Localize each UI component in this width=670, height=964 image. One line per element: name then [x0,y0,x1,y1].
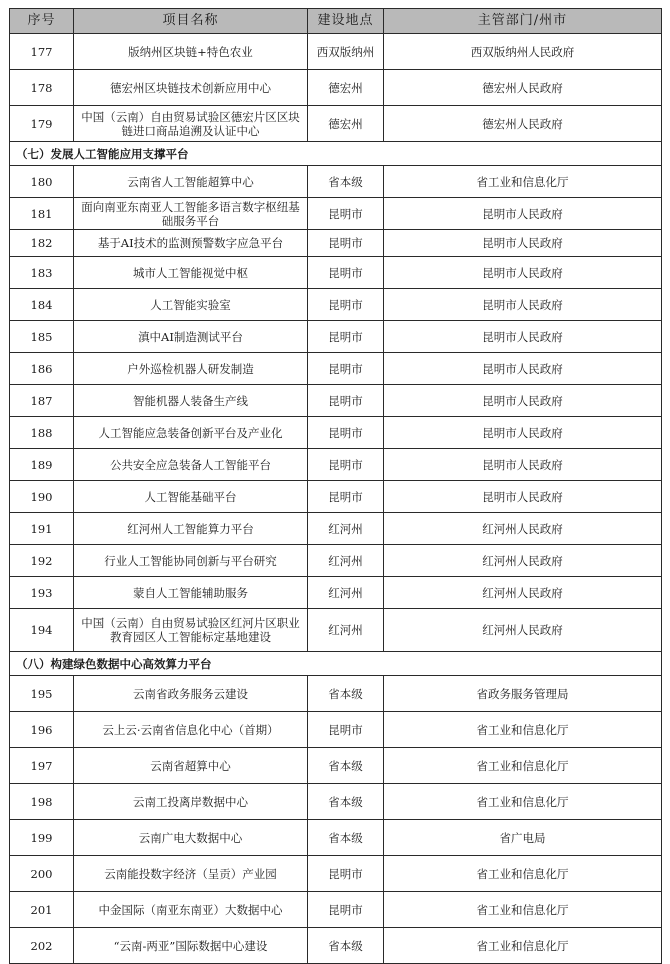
cell-number: 189 [10,449,74,481]
cell-department: 省工业和信息化厅 [384,784,662,820]
cell-location: 省本级 [308,928,384,964]
cell-department: 昆明市人民政府 [384,321,662,353]
cell-number: 193 [10,577,74,609]
cell-department: 昆明市人民政府 [384,385,662,417]
table-row [10,385,662,417]
table-row [10,784,662,820]
cell-project-name: 中国（云南）自由贸易试验区德宏片区区块链进口商品追溯及认证中心 [74,106,308,142]
table-row [10,748,662,784]
cell-location: 省本级 [308,784,384,820]
cell-location: 昆明市 [308,353,384,385]
cell-department: 省工业和信息化厅 [384,166,662,198]
cell-number: 196 [10,712,74,748]
cell-location: 昆明市 [308,417,384,449]
table-row [10,577,662,609]
table-row [10,820,662,856]
cell-project-name: 云南工投离岸数据中心 [74,784,308,820]
cell-department: 昆明市人民政府 [384,449,662,481]
table-row [10,513,662,545]
table-row [10,166,662,198]
cell-department: 省工业和信息化厅 [384,892,662,928]
cell-location: 红河州 [308,577,384,609]
cell-location: 德宏州 [308,106,384,142]
cell-project-name: 人工智能基础平台 [74,481,308,513]
table-row [10,34,662,70]
cell-project-name: 户外巡检机器人研发制造 [74,353,308,385]
table-row [10,289,662,321]
section-title: （八）构建绿色数据中心高效算力平台 [10,652,662,676]
table-row [10,417,662,449]
header-project-name: 项目名称 [74,9,308,34]
cell-project-name: 版纳州区块链+特色农业 [74,34,308,70]
cell-location: 昆明市 [308,257,384,289]
table-row [10,449,662,481]
table-row [10,230,662,257]
table-row [10,481,662,513]
section-header-row [10,652,662,676]
cell-location: 昆明市 [308,892,384,928]
cell-number: 202 [10,928,74,964]
cell-project-name: 云南能投数字经济（呈贡）产业园 [74,856,308,892]
cell-department: 昆明市人民政府 [384,481,662,513]
table-header-row [10,9,662,34]
table-row [10,892,662,928]
cell-project-name: 云南广电大数据中心 [74,820,308,856]
cell-project-name: 行业人工智能协同创新与平台研究 [74,545,308,577]
cell-location: 昆明市 [308,289,384,321]
cell-location: 昆明市 [308,230,384,257]
cell-number: 177 [10,34,74,70]
cell-number: 180 [10,166,74,198]
cell-location: 红河州 [308,545,384,577]
cell-project-name: 城市人工智能视觉中枢 [74,257,308,289]
cell-project-name: 公共安全应急装备人工智能平台 [74,449,308,481]
cell-department: 省工业和信息化厅 [384,748,662,784]
cell-department: 省工业和信息化厅 [384,856,662,892]
project-table-page [9,8,661,964]
table-row [10,712,662,748]
cell-project-name: 德宏州区块链技术创新应用中心 [74,70,308,106]
cell-department: 红河州人民政府 [384,545,662,577]
cell-project-name: 云南省政务服务云建设 [74,676,308,712]
cell-department: 红河州人民政府 [384,609,662,652]
table-row [10,676,662,712]
cell-project-name: “云南-两亚”国际数据中心建设 [74,928,308,964]
section-title: （七）发展人工智能应用支撑平台 [10,142,662,166]
cell-project-name: 中国（云南）自由贸易试验区红河片区职业教育园区人工智能标定基地建设 [74,609,308,652]
table-row [10,928,662,964]
cell-location: 昆明市 [308,385,384,417]
cell-number: 188 [10,417,74,449]
section-header-row [10,142,662,166]
cell-department: 德宏州人民政府 [384,70,662,106]
table-row [10,70,662,106]
cell-department: 昆明市人民政府 [384,257,662,289]
cell-department: 西双版纳州人民政府 [384,34,662,70]
cell-number: 201 [10,892,74,928]
cell-number: 195 [10,676,74,712]
cell-number: 184 [10,289,74,321]
cell-department: 德宏州人民政府 [384,106,662,142]
cell-department: 省工业和信息化厅 [384,712,662,748]
cell-location: 红河州 [308,513,384,545]
table-row [10,856,662,892]
cell-project-name: 智能机器人装备生产线 [74,385,308,417]
table-row [10,545,662,577]
project-table [9,8,662,964]
cell-number: 182 [10,230,74,257]
cell-number: 179 [10,106,74,142]
header-location: 建设地点 [308,9,384,34]
cell-location: 德宏州 [308,70,384,106]
header-number: 序号 [10,9,74,34]
cell-project-name: 云上云·云南省信息化中心（首期） [74,712,308,748]
cell-department: 红河州人民政府 [384,577,662,609]
cell-project-name: 蒙自人工智能辅助服务 [74,577,308,609]
cell-number: 183 [10,257,74,289]
cell-number: 192 [10,545,74,577]
cell-project-name: 面向南亚东南亚人工智能多语言数字枢纽基础服务平台 [74,198,308,230]
cell-number: 199 [10,820,74,856]
table-row [10,198,662,230]
cell-location: 西双版纳州 [308,34,384,70]
cell-location: 昆明市 [308,856,384,892]
cell-number: 191 [10,513,74,545]
cell-department: 昆明市人民政府 [384,230,662,257]
cell-project-name: 云南省超算中心 [74,748,308,784]
cell-location: 省本级 [308,676,384,712]
cell-department: 昆明市人民政府 [384,289,662,321]
cell-project-name: 红河州人工智能算力平台 [74,513,308,545]
cell-location: 昆明市 [308,449,384,481]
table-row [10,106,662,142]
cell-number: 181 [10,198,74,230]
cell-department: 昆明市人民政府 [384,198,662,230]
cell-number: 185 [10,321,74,353]
table-row [10,321,662,353]
cell-department: 省广电局 [384,820,662,856]
header-department: 主管部门/州市 [384,9,662,34]
cell-project-name: 人工智能实验室 [74,289,308,321]
cell-department: 昆明市人民政府 [384,353,662,385]
cell-location: 红河州 [308,609,384,652]
table-row [10,353,662,385]
cell-location: 昆明市 [308,321,384,353]
table-row [10,609,662,652]
cell-department: 昆明市人民政府 [384,417,662,449]
cell-project-name: 滇中AI制造测试平台 [74,321,308,353]
cell-location: 省本级 [308,748,384,784]
cell-number: 190 [10,481,74,513]
cell-department: 省政务服务管理局 [384,676,662,712]
cell-location: 昆明市 [308,481,384,513]
cell-project-name: 中金国际（南亚东南亚）大数据中心 [74,892,308,928]
table-body [10,34,662,964]
cell-department: 省工业和信息化厅 [384,928,662,964]
cell-location: 昆明市 [308,198,384,230]
cell-project-name: 云南省人工智能超算中心 [74,166,308,198]
cell-project-name: 人工智能应急装备创新平台及产业化 [74,417,308,449]
cell-location: 省本级 [308,820,384,856]
cell-location: 昆明市 [308,712,384,748]
cell-number: 187 [10,385,74,417]
table-row [10,257,662,289]
cell-number: 186 [10,353,74,385]
cell-department: 红河州人民政府 [384,513,662,545]
cell-number: 178 [10,70,74,106]
cell-number: 194 [10,609,74,652]
cell-location: 省本级 [308,166,384,198]
cell-number: 197 [10,748,74,784]
cell-number: 200 [10,856,74,892]
cell-number: 198 [10,784,74,820]
cell-project-name: 基于AI技术的监测预警数字应急平台 [74,230,308,257]
